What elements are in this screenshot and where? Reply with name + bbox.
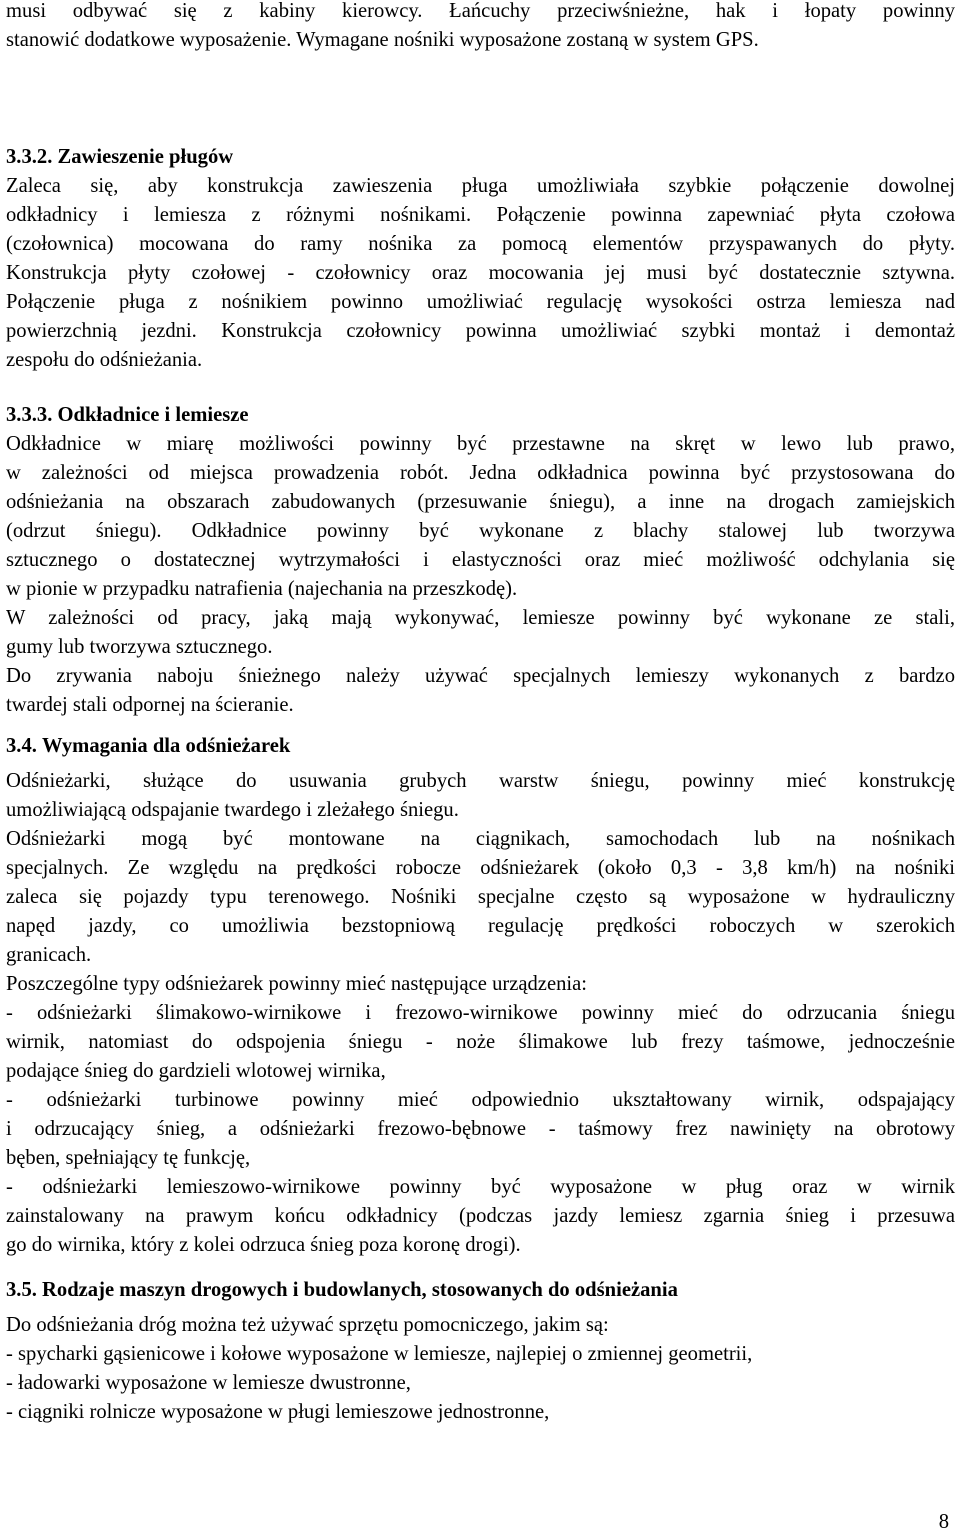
list-item-line: bęben, spełniający tę funkcję, (6, 1147, 251, 1169)
list-item: - spycharki gąsienicowe i kołowe wyposażone w lemiesze, najlepiej o zmiennej geometrii, (6, 1343, 753, 1365)
list-item-line: - odśnieżarki turbinowe powinny mieć odpowiednio ukształtowany wirnik, odspajający (6, 1089, 955, 1111)
text-line: napęd jazdy, co umożliwia bezstopniową regulację prędkości roboczych w szerokich (6, 915, 955, 937)
text-line: w zależności od miejsca prowadzenia robót. Jedna odkładnica powinna być przystosowana do (6, 462, 955, 484)
text-line: Odśnieżarki, służące do usuwania grubych warstw śniegu, powinny mieć konstrukcję (6, 770, 955, 792)
section-3-3-3 (6, 401, 955, 720)
page-number: 8 (938, 1511, 949, 1533)
text-line: specjalnych. Ze względu na prędkości robocze odśnieżarek (około 0,3 - 3,8 km/h) na nośniki (6, 857, 955, 879)
text-line: zespołu do odśnieżania. (6, 349, 203, 371)
section-heading (6, 401, 955, 430)
text-line: twardej stali odpornej na ścieranie. (6, 694, 294, 716)
section-3-4 (6, 732, 955, 1260)
text-line: umożliwiającą odspajanie twardego i zleżałego śniegu. (6, 799, 459, 821)
intro-paragraph (6, 0, 955, 55)
list-item-line: i odrzucający śnieg, a odśnieżarki frezowo-bębnowe - taśmowy frez nawinięty na obrotowy (6, 1118, 955, 1140)
list-item-line: zainstalowany na prawym końcu odkładnicy (podczas jazdy lemiesz zgarnia śnieg i przesuwa (6, 1205, 955, 1227)
text-line: granicach. (6, 944, 92, 966)
section-number: 3.3.3. (6, 404, 53, 426)
list-item-line: go do wirnika, który z kolei odrzuca śnieg poza koronę drogi). (6, 1234, 521, 1256)
section-title: Zawieszenie pługów (57, 146, 234, 168)
section-number: 3.4. (6, 735, 37, 757)
text-line: musi odbywać się z kabiny kierowcy. Łańcuchy przeciwśnieżne, hak i łopaty powinny (6, 0, 955, 22)
section-3-5 (6, 1276, 955, 1427)
text-line: Poszczególne typy odśnieżarek powinny mieć następujące urządzenia: (6, 973, 587, 995)
section-heading (6, 732, 955, 761)
list-item: - ładowarki wyposażone w lemiesze dwustronne, (6, 1372, 411, 1394)
list-item-line: podające śnieg do gardzieli wlotowej wirnika, (6, 1060, 386, 1082)
text-line: Do odśnieżania dróg można też używać sprzętu pomocniczego, jakim są: (6, 1314, 609, 1336)
section-title: Rodzaje maszyn drogowych i budowlanych, stosowanych do odśnieżania (42, 1279, 678, 1301)
text-line: (odrzut śniegu). Odkładnice powinny być wykonane z blachy stalowej lub tworzywa (6, 520, 955, 542)
section-number: 3.5. (6, 1279, 37, 1301)
text-line: Połączenie pługa z nośnikiem powinno umożliwiać regulację wysokości ostrza lemiesza nad (6, 291, 955, 313)
section-title: Odkładnice i lemiesze (57, 404, 249, 426)
text-line: odkładnicy i lemiesza z różnymi nośnikami. Połączenie powinna zapewniać płyta czołowa (6, 204, 955, 226)
section-number: 3.3.2. (6, 146, 53, 168)
text-line: W zależności od pracy, jaką mają wykonywać, lemiesze powinny być wykonane ze stali, (6, 607, 955, 629)
text-line: sztucznego o dostatecznej wytrzymałości i elastyczności oraz mieć możliwość odchylania się (6, 549, 955, 571)
list-item-line: wirnik, natomiast do odspojenia śniegu - noże ślimakowe lub frezy taśmowe, jednocześnie (6, 1031, 955, 1053)
text-line: stanowić dodatkowe wyposażenie. Wymagane nośniki wyposażone zostaną w system GPS. (6, 29, 759, 51)
text-line: powierzchnią jezdni. Konstrukcja czołownicy powinna umożliwiać szybki montaż i demontaż (6, 320, 955, 342)
text-line: w pionie w przypadku natrafienia (najechania na przeszkodę). (6, 578, 518, 600)
section-3-3-2 (6, 143, 955, 375)
list-item-line: - odśnieżarki lemieszowo-wirnikowe powinny być wyposażone w pług oraz w wirnik (6, 1176, 955, 1198)
list-item-line: - odśnieżarki ślimakowo-wirnikowe i frezowo-wirnikowe powinny mieć do odrzucania śniegu (6, 1002, 955, 1024)
text-line: Odśnieżarki mogą być montowane na ciągnikach, samochodach lub na nośnikach (6, 828, 955, 850)
section-title: Wymagania dla odśnieżarek (42, 735, 291, 757)
text-line: (czołownica) mocowana do ramy nośnika za pomocą elementów przyspawanych do płyty. (6, 233, 955, 255)
text-line: Do zrywania naboju śnieżnego należy używać specjalnych lemieszy wykonanych z bardzo (6, 665, 955, 687)
text-line: gumy lub tworzywa sztucznego. (6, 636, 273, 658)
section-heading (6, 143, 955, 172)
text-line: Konstrukcja płyty czołowej - czołownicy oraz mocowania jej musi być dostatecznie sztywna. (6, 262, 955, 284)
text-line: Zaleca się, aby konstrukcja zawieszenia pługa umożliwiała szybkie połączenie dowolnej (6, 175, 955, 197)
text-line: zaleca się pojazdy typu terenowego. Nośniki specjalne często są wyposażone w hydrauliczny (6, 886, 955, 908)
list-item: - ciągniki rolnicze wyposażone w pługi lemieszowe jednostronne, (6, 1401, 550, 1423)
section-heading (6, 1276, 955, 1305)
text-line: odśnieżania na obszarach zabudowanych (przesuwanie śniegu), a inne na drogach zamiejskich (6, 491, 955, 513)
text-line: Odkładnice w miarę możliwości powinny być przestawne na skręt w lewo lub prawo, (6, 433, 955, 455)
